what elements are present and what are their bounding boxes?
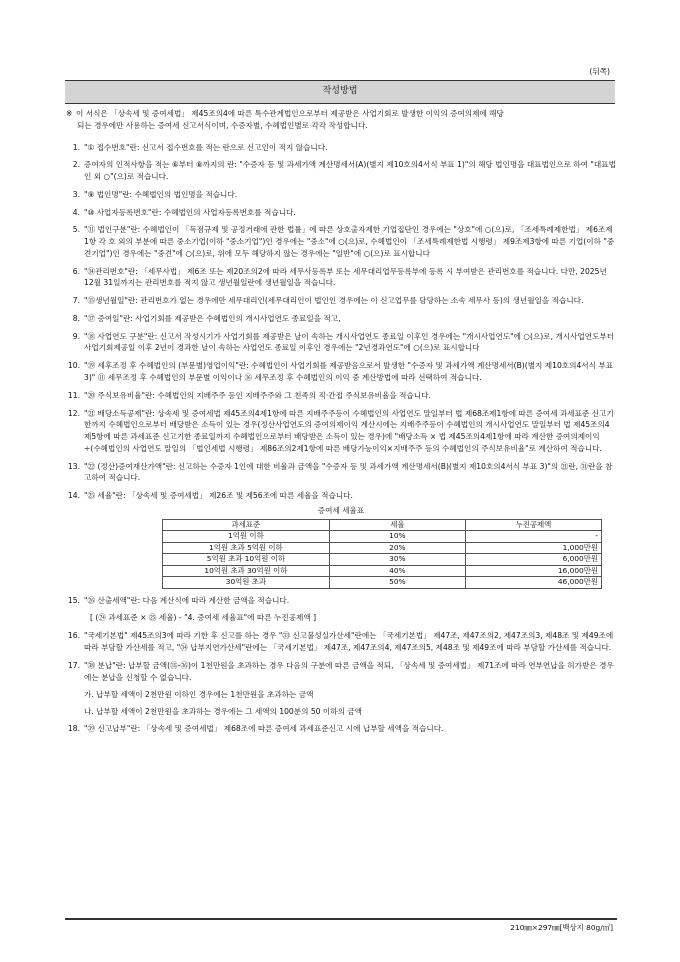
list-item <box>66 408 616 455</box>
cell-rate: 50% <box>329 577 465 589</box>
table-row <box>163 577 602 589</box>
item-text: "⑱ 사업연도 구분"란: 신고서 작성시기가 사업기회를 제공받은 날이 속하는 개시사업연도 종료일 이후인 경우에는 "개시사업연도"에 ○(으)로, 개시사업연도부터 사업기회제공일 이후 2년이 경과한 날이 속하는 사업연도 종료일 이후인 경우에는 "2년경과연도"에 ○(으)로 표시합니다 <box>84 331 615 353</box>
installment-sub-list <box>66 689 616 718</box>
item-number: 10. <box>67 361 80 371</box>
intro-line-2: 되는 경우에만 사용하는 증여세 신고서식이며, 수증자별, 수혜법인별로 각각 작성합니다. <box>77 120 368 130</box>
item-number: 11. <box>67 390 80 400</box>
tax-table-title: 증여세 세율표 <box>317 505 365 515</box>
intro-line-1: 이 서식은 「상속세 및 증여세법」 제45조의4에 따른 특수관계법인으로부터 제공받은 사업기회로 발생한 이익의 증여의제에 해당 <box>76 109 504 118</box>
sub-item: 나. 납부할 세액이 2천만원을 초과하는 경우에는 그 세액의 100분의 50 이하의 금액 <box>84 707 363 717</box>
cell-deduction: 16,000만원 <box>465 565 601 577</box>
instructions-body <box>66 108 616 741</box>
item-text: "㉑ 배당소득공제"란: 상속세 및 증여세법 제45조의4제1항에 따른 지배주주등이 수혜법인의 사업연도 말일부터 법 제68조제1항에 따른 증여세 과세표준 신고기한까지 수혜법인으로부터 배당받은 소득이 있는 경우(정산사업연도의 증여의제이익 계산시에는 지배주주등이 수혜법인의 개시사업연도 말일부터 법 제45조의4제5항에 따른 과세표준 신고기한 종료일까지 수혜법인으로부터 배당받은 소득이 있는 경우)에 "배당소득 × 법 제45조의4제1항에 따라 계산한 증여의제이익÷(수혜법인의 사업연도 말일의 「법인세법 시행령」 제86조의2제1항에 따른 배당가능이익×지배주주 등의 수혜법인의 주식보유비율"로 계산하여 적습니다. <box>84 408 614 453</box>
table-row <box>163 554 602 566</box>
table-row <box>163 542 602 554</box>
section-title: 작성방법 <box>65 80 615 104</box>
list-item <box>66 595 616 607</box>
item-number: 17. <box>67 660 80 670</box>
sub-item: 가. 납부할 세액이 2천만원 이하인 경우에는 1천만원을 초과하는 금액 <box>84 690 314 700</box>
item-number: 8. <box>72 313 80 323</box>
list-item <box>66 630 616 654</box>
header-cell-deduction: 누진공제액 <box>465 519 601 531</box>
instruction-list-2 <box>66 595 616 607</box>
instruction-list-1 <box>66 142 616 502</box>
item-text: "⑳ 주식보유비율"란: 수혜법인의 지배주주 등인 지배주주와 그 친족의 직·간접 주식보유비율을 적습니다. <box>84 390 431 400</box>
list-item <box>66 189 616 201</box>
list-item <box>66 224 616 259</box>
item-text: "㉕ 세율"란: 「상속세 및 증여세법」 제26조 및 제56조에 따른 세율을 적습니다. <box>84 491 353 501</box>
item-number: 9. <box>72 331 80 341</box>
cell-rate: 40% <box>329 565 465 577</box>
item-number: 16. <box>67 631 80 641</box>
item-text: "㊴ 신고납부"란: 「상속세 및 증여세법」 제68조에 따른 증여세 과세표준신고 시에 납부할 세액을 적습니다. <box>84 723 444 733</box>
item-number: 12. <box>67 408 80 418</box>
list-item <box>66 142 616 154</box>
item-text: "㊳ 분납"란: 납부할 금액(㉟-㊱)이 1천만원을 초과하는 경우 다음의 구분에 따른 금액을 적되, 「상속세 및 증여세법」 제71조에 따라 연부연납을 허가받은 경우에는 분납을 신청할 수 없습니다. <box>84 660 614 682</box>
item-number: 5. <box>72 225 80 235</box>
table-row <box>163 531 602 543</box>
list-item <box>66 331 616 355</box>
intro-note <box>66 108 616 132</box>
cell-deduction: - <box>465 531 601 543</box>
list-item <box>66 461 616 485</box>
list-item <box>66 390 616 402</box>
cell-rate: 30% <box>329 554 465 566</box>
item-number: 7. <box>72 296 80 306</box>
item-text: "⑩ 사업자등록번호"란: 수혜법인의 사업자등록번호를 적습니다. <box>84 207 296 217</box>
footer-divider <box>65 918 617 920</box>
item-number: 3. <box>72 189 80 199</box>
header-cell-rate: 세율 <box>329 519 465 531</box>
item-text: "⑪ 법인구분"란: 수혜법인이 「독점규제 및 공정거래에 관한 법률」에 따른 상호출자제한 기업집단인 경우에는 "상호"에 ○(으)로, 「조세특례제한법」 제6조제1항 각 호 외의 부분에 따른 중소기업(이하 "중소기업")인 경우에는 "중소"에 ○(으)로, 수혜법인이 「조세특례제한법 시행령」 제9조제3항에 따른 기업(이하 "중견기업")인 경우에는 "중견"에 ○(으)로, 위에 모두 해당하지 않는 경우에는 "일반"에 ○(으)로 표시합니다 <box>84 225 615 258</box>
item-text: 증여자의 인적사항을 적는 ⑥부터 ⑧까지의 란: "수증자 등 및 과세가액 계산명세서(A)(별지 제10호의4서식 부표 1)"의 해당 법인명을 대표법인으로 하여 "대표법인 외 ○"(으)로 적습니다. <box>84 160 616 182</box>
tax-rate-table <box>162 519 602 589</box>
list-item <box>66 207 616 219</box>
list-item <box>66 723 616 735</box>
item-text: "⑲ 세후조정 후 수혜법인의 (부문별)영업이익"란: 수혜법인이 사업기회를 제공받음으로서 발생한 "수증자 및 과세가액 계산명세서(B)(별지 제10호의4서식 부표 3)" ⑪ 세무조정 후 수혜법인의 부문별 이익이나 ⑯ 세무조정 후 수혜법인의 이익 중 계산방법에 따라 선택하여 적습니다. <box>84 361 614 383</box>
item-text: "㉖ 산출세액"란: 다음 계산식에 따라 계산한 금액을 적습니다. <box>84 595 290 605</box>
page-side-label: (뒤쪽) <box>589 67 610 76</box>
cell-rate: 20% <box>329 542 465 554</box>
item-number: 18. <box>67 723 80 733</box>
instruction-list-4 <box>66 723 616 735</box>
item-number: 2. <box>72 160 80 170</box>
cell-tax-base: 30억원 초과 <box>163 577 330 589</box>
item-text: "국세기본법" 제45조의3에 따라 기한 후 신고를 하는 경우 "㉝ 신고불성실가산세"란에는 「국세기본법」 제47조, 제47조의2, 제47조의3, 제48조 및 제49조에 따라 부담할 가산세를 적고, "㉞ 납부지연가산세"란에는 「국세기본법」 제47조, 제47조의4, 제47조의5, 제48조 및 제49조에 따라 부담할 가산세를 적습니다. <box>84 631 614 652</box>
item-number: 13. <box>67 461 80 471</box>
cell-deduction: 46,000만원 <box>465 577 601 589</box>
cell-tax-base: 10억원 초과 30억원 이하 <box>163 565 330 577</box>
item-number: 14. <box>67 491 80 501</box>
item-text: "⑮생년월일"란: 관리번호가 없는 경우에만 세무대리인(세무대리인이 법인인 경우에는 이 신고업무를 담당하는 소속 세무사 등)의 생년월일을 적습니다. <box>84 296 584 306</box>
item-text: "㉒ (정산)증여재산가액"란: 신고하는 수증자 1인에 대한 비율과 금액을 "수증자 등 및 과세가액 계산명세서(B)(별지 제10호의4서식 부표 3)"의 ㉑란, ㉛란을 참고하여 적습니다. <box>84 461 613 483</box>
tax-formula: [ (㉔ 과세표준 × ㉕ 세율) - "4. 증여세 세율표"에 따른 누진공제액 ] <box>90 613 317 623</box>
item-text: "⑭관리번호"란: 「세무사법」 제6조 또는 제20조의2에 따라 세무사등록부 또는 세무대리업무등록부에 등록 시 부여받은 관리번호를 적습니다. 다만, 2025년 12월 31일까지는 관리번호를 적지 않고 생년월일란에 생년월일을 적습니다. <box>84 266 607 288</box>
list-item <box>66 490 616 502</box>
cell-tax-base: 1억원 초과 5억원 이하 <box>163 542 330 554</box>
cell-deduction: 6,000만원 <box>465 554 601 566</box>
note-mark: ※ <box>66 109 73 118</box>
table-row <box>163 565 602 577</box>
item-number: 6. <box>72 266 80 276</box>
item-number: 4. <box>72 207 80 217</box>
cell-tax-base: 1억원 이하 <box>163 531 330 543</box>
item-number: 1. <box>72 142 80 152</box>
list-item <box>66 360 616 384</box>
instruction-list-3 <box>66 630 616 683</box>
item-text: "① 접수번호"란: 신고서 접수번호를 적는 란으로 신고인이 적지 않습니다. <box>84 142 328 152</box>
table-header-row <box>163 519 602 531</box>
list-item <box>66 159 616 183</box>
item-number: 15. <box>67 595 80 605</box>
list-item <box>66 266 616 290</box>
list-item <box>66 660 616 684</box>
cell-deduction: 1,000만원 <box>465 542 601 554</box>
paper-spec: 210㎜×297㎜[백상지 80g/㎡] <box>510 923 613 932</box>
list-item <box>66 295 616 307</box>
cell-tax-base: 5억원 초과 10억원 이하 <box>163 554 330 566</box>
header-cell-tax-base: 과세표준 <box>163 519 330 531</box>
item-text: "⑰ 증여일"란: 사업기회를 제공받은 수혜법인의 개시사업연도 종료일을 적고, <box>84 313 341 323</box>
list-item <box>66 313 616 325</box>
item-text: "⑨ 법인명"란: 수혜법인의 법인명을 적습니다. <box>84 189 238 199</box>
cell-rate: 10% <box>329 531 465 543</box>
